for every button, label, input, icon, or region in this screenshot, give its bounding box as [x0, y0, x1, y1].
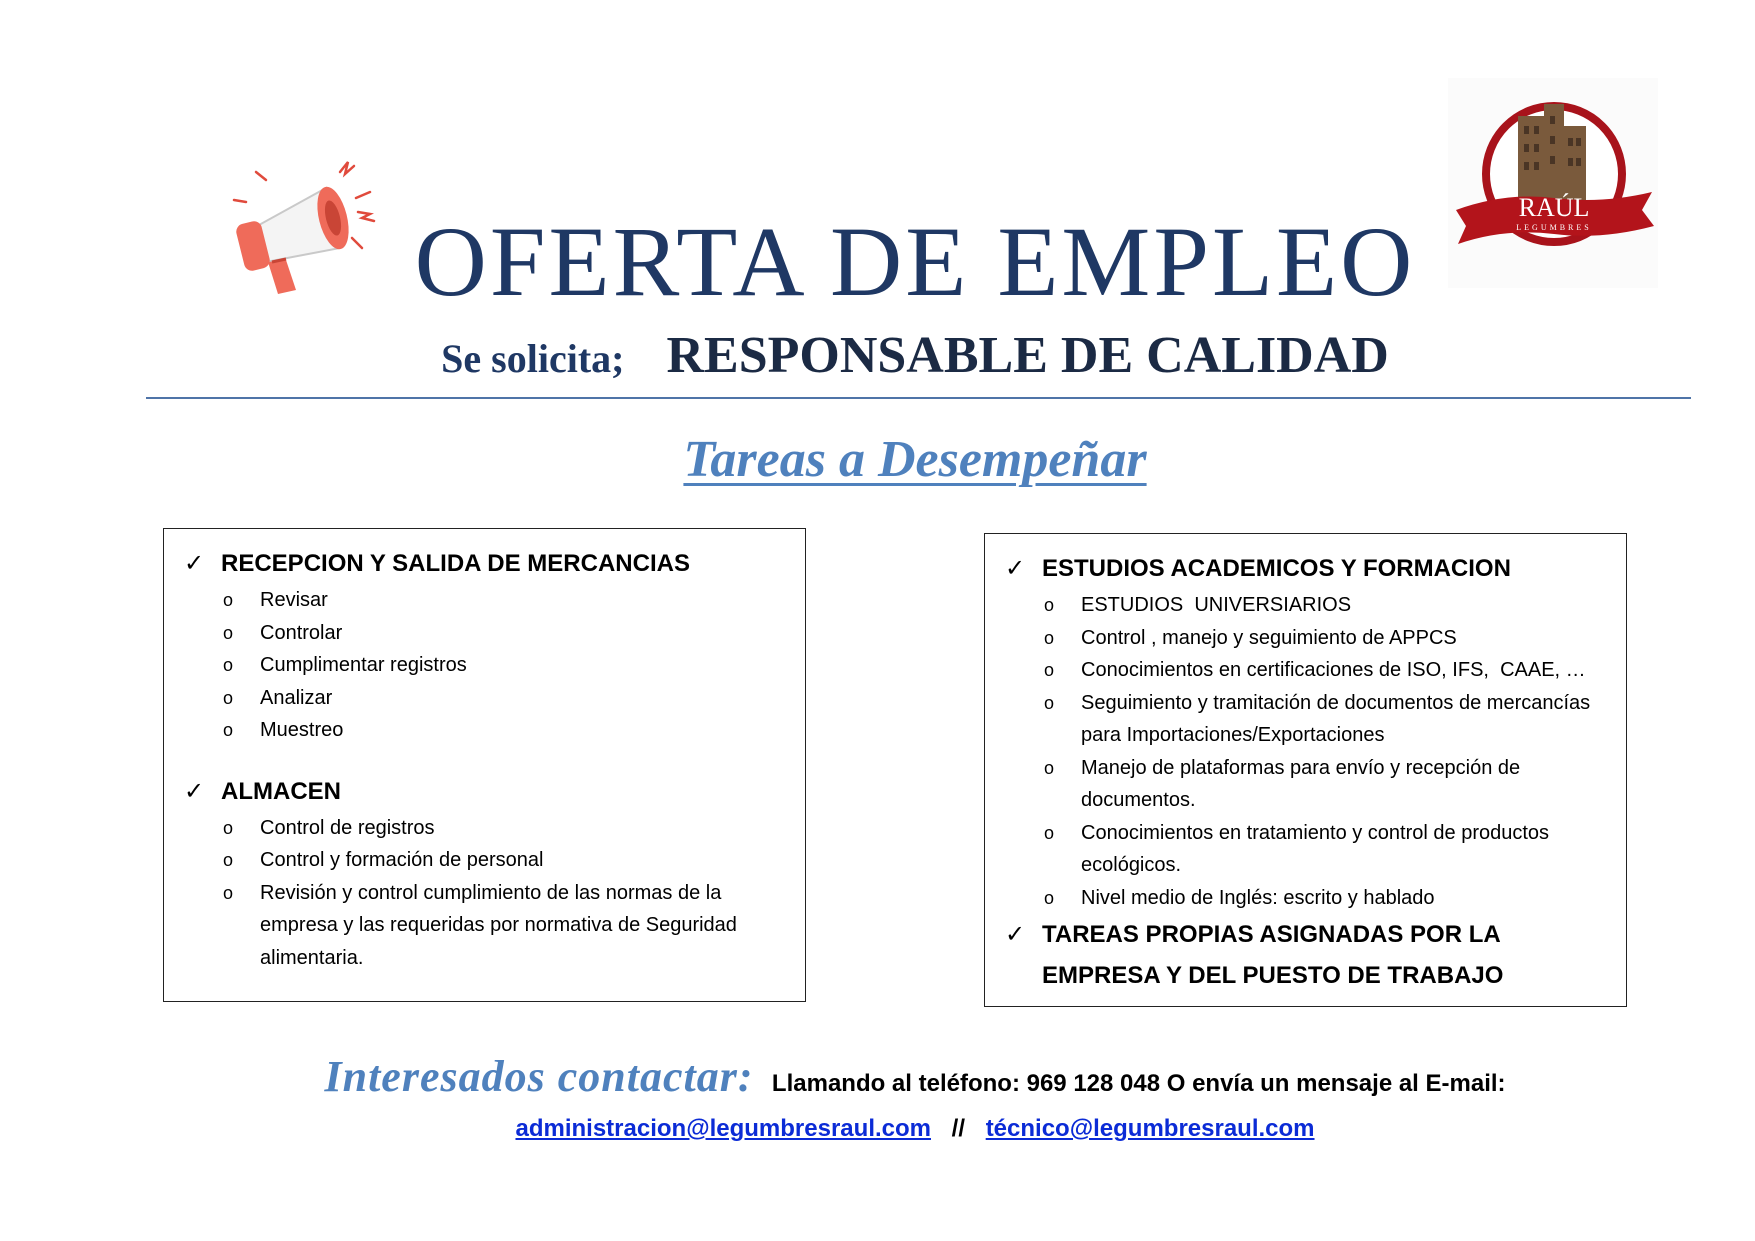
- group-heading: ✓ RECEPCION Y SALIDA DE MERCANCIAS: [184, 543, 785, 584]
- list-item: o Muestreo: [221, 714, 785, 747]
- section-title: Tareas a Desempeñar: [683, 431, 1147, 488]
- circle-bullet-icon: o: [1044, 887, 1055, 908]
- email-link-administracion[interactable]: administracion@legumbresraul.com: [515, 1115, 931, 1142]
- tasks-box-right: [984, 533, 1627, 1007]
- task-list: [184, 584, 785, 747]
- list-item: o Control y formación de personal: [221, 844, 785, 877]
- circle-bullet-icon: o: [1044, 692, 1055, 713]
- circle-bullet-icon: o: [1044, 822, 1055, 843]
- contact-line: [0, 1052, 1755, 1101]
- circle-bullet-icon: o: [223, 655, 234, 675]
- list-item: o Cumplimentar registros: [221, 649, 785, 682]
- job-subtitle: [0, 327, 1755, 384]
- circle-bullet-icon: o: [1044, 627, 1055, 648]
- circle-bullet-icon: o: [1044, 595, 1055, 615]
- list-item: o Analizar: [221, 682, 785, 715]
- group-heading: ✓ TAREAS PROPIAS ASIGNADAS POR LA EMPRESA Y DEL PUESTO DE TRABAJO: [1005, 914, 1606, 996]
- checkmark-icon: ✓: [184, 776, 205, 805]
- checkmark-icon: ✓: [1005, 920, 1026, 948]
- circle-bullet-icon: o: [223, 882, 234, 903]
- circle-bullet-icon: o: [223, 850, 234, 870]
- list-item: o Revisar: [221, 584, 785, 617]
- list-item: o ESTUDIOS UNIVERSIARIOS: [1042, 589, 1606, 622]
- checkmark-icon: ✓: [184, 549, 205, 577]
- svg-text:LEGUMBRES: LEGUMBRES: [1516, 223, 1592, 232]
- circle-bullet-icon: o: [223, 720, 234, 740]
- page-title: OFERTA DE EMPLEO: [414, 206, 1416, 317]
- list-item: o Revisión y control cumplimiento de las normas de la empresa y las requeridas por normativa de Seguridad alimentaria.: [221, 877, 785, 975]
- list-item: o Control , manejo y seguimiento de APPCS: [1042, 622, 1606, 655]
- list-item: o Nivel medio de Inglés: escrito y hablado: [1042, 882, 1606, 915]
- checkmark-icon: ✓: [1005, 554, 1026, 582]
- list-item: o Conocimientos en certificaciones de ISO, IFS, CAAE, …: [1042, 654, 1606, 687]
- email-separator: //: [951, 1115, 966, 1142]
- list-item: o Control de registros: [221, 812, 785, 845]
- task-list: [184, 812, 785, 975]
- list-item: o Controlar: [221, 617, 785, 650]
- circle-bullet-icon: o: [223, 622, 234, 643]
- email-links: [0, 1115, 1755, 1143]
- contact-lead: Interesados contactar:: [324, 1052, 754, 1101]
- svg-text:RAÚL: RAÚL: [1518, 193, 1590, 222]
- group-heading: ✓ ESTUDIOS ACADEMICOS Y FORMACION: [1005, 548, 1606, 589]
- job-role: RESPONSABLE DE CALIDAD: [666, 327, 1389, 384]
- contact-text: Llamando al teléfono: 969 128 048 O envía un mensaje al E-mail:: [771, 1070, 1506, 1097]
- tasks-box-left: [163, 528, 806, 1002]
- circle-bullet-icon: o: [1044, 757, 1055, 778]
- divider: [146, 397, 1691, 399]
- task-list: [1005, 589, 1606, 914]
- list-item: o Conocimientos en tratamiento y control de productos ecológicos.: [1042, 817, 1606, 882]
- circle-bullet-icon: o: [223, 687, 234, 708]
- email-link-tecnico[interactable]: técnico@legumbresraul.com: [985, 1115, 1315, 1142]
- circle-bullet-icon: o: [223, 590, 234, 610]
- group-heading: ✓ ALMACEN: [184, 771, 785, 812]
- circle-bullet-icon: o: [1044, 660, 1055, 680]
- subtitle-lead: Se solicita;: [441, 336, 625, 381]
- circle-bullet-icon: o: [223, 817, 234, 838]
- list-item: o Seguimiento y tramitación de documentos de mercancías para Importaciones/Exportaciones: [1042, 687, 1606, 752]
- list-item: o Manejo de plataformas para envío y recepción de documentos.: [1042, 752, 1606, 817]
